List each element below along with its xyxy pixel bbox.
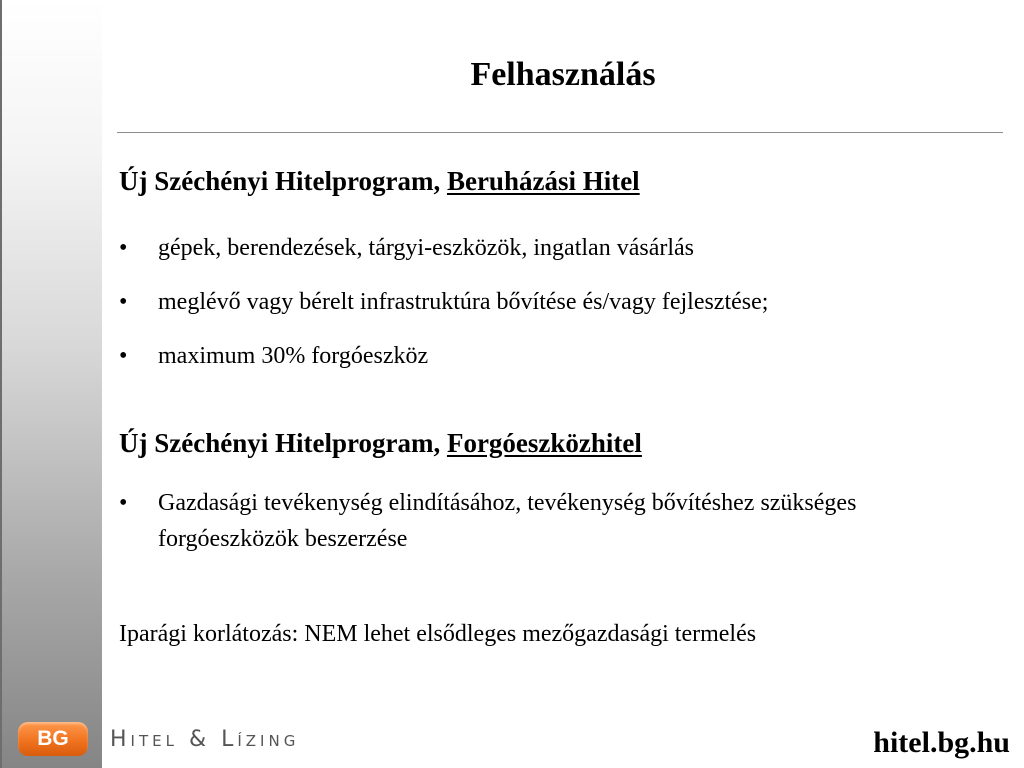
side-gradient-bar [0,0,102,768]
section-heading-prefix: Új Széchényi Hitelprogram, [119,428,447,458]
section-heading-beruhazasi [119,166,640,197]
bullet-text: gépek, berendezések, tárgyi-eszközök, ingatlan vásárlás [158,235,694,261]
logo-wordmark: Hitel & Lízing [110,726,300,752]
list-item [119,284,768,320]
footer-url: hitel.bg.hu [873,726,1010,759]
bullet-icon: • [119,289,128,315]
title-divider [117,132,1003,133]
bullet-list-forgoeszkoz [119,485,959,557]
section-heading-highlight: Beruházási Hitel [446,166,640,196]
bullet-icon: • [119,235,128,261]
section-heading-prefix: Új Széchényi Hitelprogram, [119,166,447,196]
industry-restriction-text: Iparági korlátozás: NEM lehet elsődleges mezőgazdasági termelés [119,621,757,647]
bullet-text: maximum 30% forgóeszköz [158,343,429,369]
bullet-icon: • [119,343,128,369]
section-heading-forgoeszkoz [119,428,642,459]
slide-title: Felhasználás [470,56,656,93]
bullet-text: Gazdasági tevékenység elindításához, tevékenység bővítéshez szükséges forgóeszközök beszerzése [158,490,857,552]
bullet-icon: • [119,490,128,516]
company-logo [18,719,299,759]
list-item [119,485,959,557]
bullet-text: meglévő vagy bérelt infrastruktúra bővítése és/vagy fejlesztése; [158,289,769,315]
logo-badge-icon: BG [18,722,88,756]
section-heading-highlight: Forgóeszközhitel [446,428,642,458]
list-item [119,338,768,374]
bullet-list-beruhazasi [119,230,768,392]
left-border-line [0,0,2,768]
list-item [119,230,768,266]
